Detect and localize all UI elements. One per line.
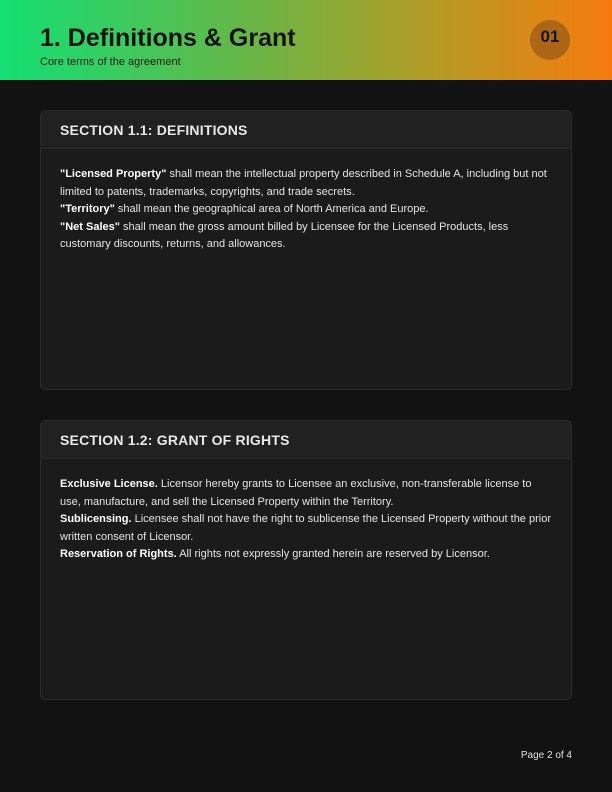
- section-grant-of-rights: [40, 420, 572, 700]
- section-title: SECTION 1.1: DEFINITIONS: [60, 122, 248, 138]
- section-body: [41, 459, 571, 564]
- clause-term: "Net Sales": [60, 220, 120, 233]
- page-title: 1. Definitions & Grant: [40, 24, 296, 52]
- section-definitions: [40, 110, 572, 390]
- clause-exclusive-license: [60, 476, 552, 511]
- section-body: [41, 149, 571, 254]
- clause-text: shall mean the intellectual property described in Schedule A, including but not limited to patents, trademarks, copyrights, and trade secrets.: [60, 168, 547, 198]
- clause-text: Licensee shall not have the right to sublicense the Licensed Property without the prior written consent of Licensor.: [60, 513, 551, 543]
- page-header: [0, 0, 612, 80]
- clause-term: Sublicensing.: [60, 513, 132, 526]
- section-title: SECTION 1.2: GRANT OF RIGHTS: [60, 432, 290, 448]
- clause-licensed-property: [60, 166, 552, 201]
- clause-term: Exclusive License.: [60, 478, 158, 490]
- clause-term: Reservation of Rights.: [60, 548, 177, 561]
- section-header: [41, 421, 571, 459]
- clause-text: shall mean the geographical area of North America and Europe.: [114, 203, 429, 216]
- clause-term: "Territory": [60, 203, 115, 216]
- clause-term: "Licensed Property": [60, 168, 167, 180]
- page-subtitle: Core terms of the agreement: [40, 56, 181, 68]
- clause-text: Licensor hereby grants to Licensee an exclusive, non-transferable license to use, manufacture, and sell the Licensed Property within the Territory.: [60, 478, 532, 508]
- page-number: Page 2 of 4: [520, 750, 572, 761]
- clause-text: All rights not expressly granted herein are reserved by Licensor.: [176, 548, 490, 561]
- clause-reservation-of-rights: [60, 546, 552, 564]
- clause-net-sales: [60, 219, 552, 254]
- clause-territory: [60, 201, 552, 219]
- clause-text: shall mean the gross amount billed by Licensee for the Licensed Products, less customary discounts, returns, and allowances.: [60, 220, 509, 251]
- section-header: [41, 111, 571, 149]
- clause-sublicensing: [60, 511, 552, 546]
- section-number-badge: 01: [530, 20, 570, 60]
